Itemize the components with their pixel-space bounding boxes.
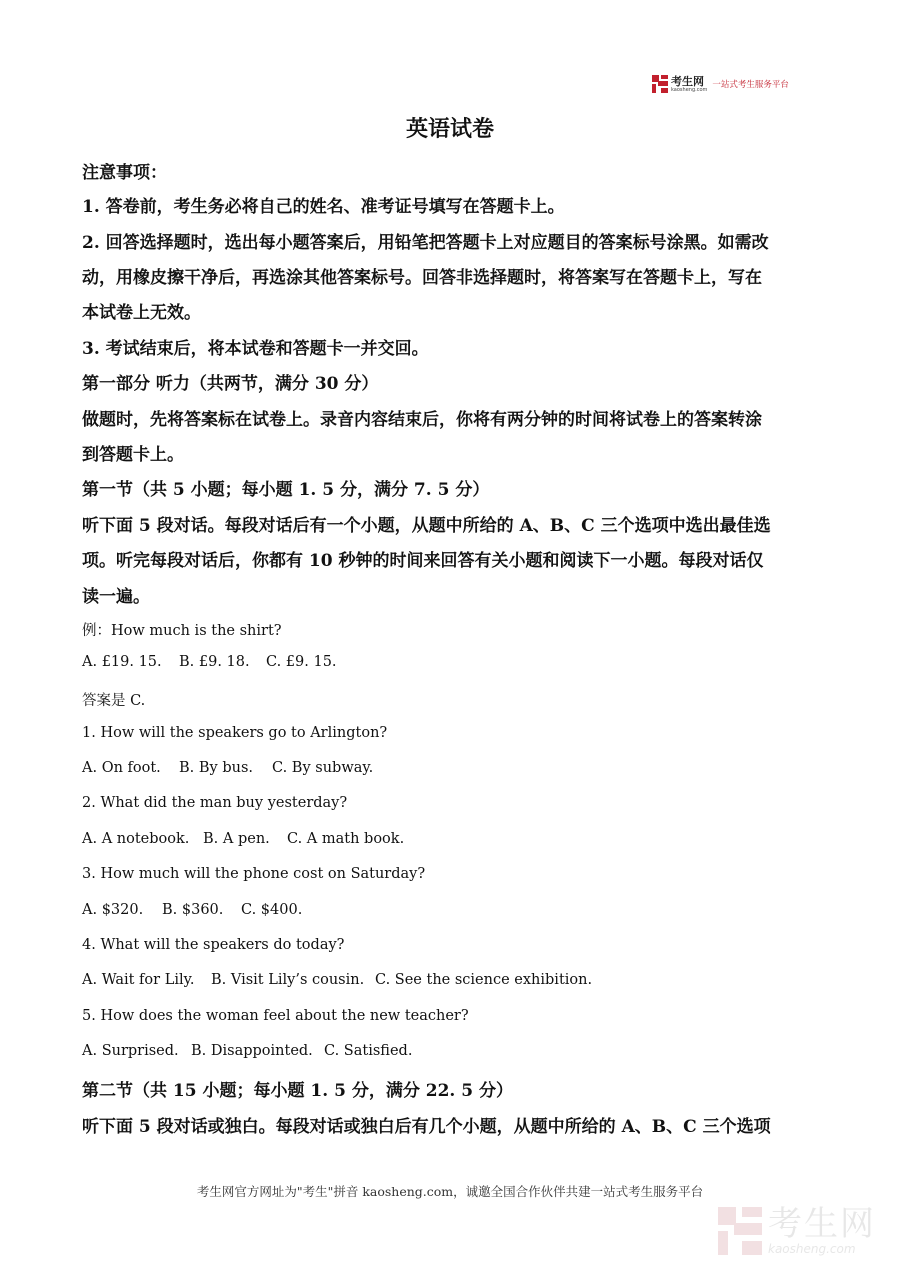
question-2-options [82, 831, 404, 847]
question-5-option-b: B. Disappointed. [191, 1043, 313, 1059]
question-3-option-c: C. $400. [241, 902, 303, 918]
watermark-logo-icon [718, 1207, 762, 1255]
question-4-option-b: B. Visit Lily’s cousin. [211, 972, 365, 988]
example-options [82, 654, 337, 670]
question-2-option-a: A. A notebook. [82, 831, 190, 847]
section1-heading: 第一节（共 5 小题；每小题 1. 5 分，满分 7. 5 分） [82, 480, 490, 500]
part1-intro-line-1: 做题时，先将答案标在试卷上。录音内容结束后，你将有两分钟的时间将试卷上的答案转涂 [82, 410, 762, 430]
logo-domain: kaosheng.com [671, 86, 708, 93]
note-item-1: 1. 答卷前，考生务必将自己的姓名、准考证号填写在答题卡上。 [82, 197, 565, 217]
question-2: 2. What did the man buy yesterday? [82, 795, 348, 811]
question-4: 4. What will the speakers do today? [82, 937, 345, 953]
notes-heading: 注意事项： [82, 163, 167, 183]
logo-name: 考生网 [671, 74, 704, 88]
example-option-c: C. £9. 15. [266, 654, 337, 670]
section1-intro-line-1: 听下面 5 段对话。每段对话后有一个小题，从题中所给的 A、B、C 三个选项中选出最佳选 [82, 516, 771, 536]
question-1-option-a: A. On foot. [82, 760, 161, 776]
section2-intro-line-1: 听下面 5 段对话或独白。每段对话或独白后有几个小题，从题中所给的 A、B、C 三个选项 [82, 1117, 771, 1137]
note-item-2-line-3: 本试卷上无效。 [82, 303, 201, 323]
example-option-b: B. £9. 18. [179, 654, 250, 670]
watermark-name: 考生网 [768, 1204, 876, 1244]
note-item-2-line-2: 动，用橡皮擦干净后，再选涂其他答案标号。回答非选择题时，将答案写在答题卡上，写在 [82, 268, 762, 288]
example-answer: 答案是 C. [82, 693, 146, 709]
page-title: 英语试卷 [405, 116, 494, 142]
question-4-option-a: A. Wait for Lily. [82, 972, 195, 988]
example-option-a: A. £19. 15. [82, 654, 162, 670]
logo-slogan: 一站式考生服务平台 [712, 80, 789, 90]
header-logo[interactable] [652, 73, 789, 95]
question-2-option-c: C. A math book. [287, 831, 405, 847]
question-3: 3. How much will the phone cost on Saturday? [82, 866, 426, 882]
question-1-option-b: B. By bus. [179, 760, 254, 776]
part1-heading: 第一部分 听力（共两节，满分 30 分） [82, 374, 379, 394]
example-question: 例：How much is the shirt? [82, 623, 282, 639]
part1-intro-line-2: 到答题卡上。 [82, 445, 184, 465]
watermark-logo [718, 1205, 876, 1257]
question-5-option-a: A. Surprised. [82, 1043, 179, 1059]
question-1-option-c: C. By subway. [272, 760, 374, 776]
question-3-option-b: B. $360. [162, 902, 224, 918]
section1-intro-line-2: 项。听完每段对话后，你都有 10 秒钟的时间来回答有关小题和阅读下一小题。每段对话仅 [82, 551, 764, 571]
question-1-options [82, 760, 373, 776]
question-4-option-c: C. See the science exhibition. [375, 972, 593, 988]
question-5-option-c: C. Satisfied. [324, 1043, 413, 1059]
question-4-options [82, 972, 592, 988]
question-2-option-b: B. A pen. [203, 831, 270, 847]
watermark-domain: kaosheng.com [768, 1242, 856, 1256]
question-5-options [82, 1043, 412, 1059]
question-3-options [82, 902, 302, 918]
section1-intro-line-3: 读一遍。 [82, 587, 150, 607]
question-1: 1. How will the speakers go to Arlington? [82, 725, 388, 741]
question-5: 5. How does the woman feel about the new teacher? [82, 1008, 469, 1024]
note-item-3: 3. 考试结束后，将本试卷和答题卡一并交回。 [82, 339, 429, 359]
page-footer: 考生网官方网址为"考生"拼音 kaosheng.com，诚邀全国合作伙伴共建一站式考生服务平台 [196, 1184, 704, 1199]
section2-heading: 第二节（共 15 小题；每小题 1. 5 分，满分 22. 5 分） [82, 1081, 513, 1101]
kaosheng-logo-icon [652, 75, 668, 93]
question-3-option-a: A. $320. [82, 902, 144, 918]
note-item-2-line-1: 2. 回答选择题时，选出每小题答案后，用铅笔把答题卡上对应题目的答案标号涂黑。如需改 [82, 233, 769, 253]
